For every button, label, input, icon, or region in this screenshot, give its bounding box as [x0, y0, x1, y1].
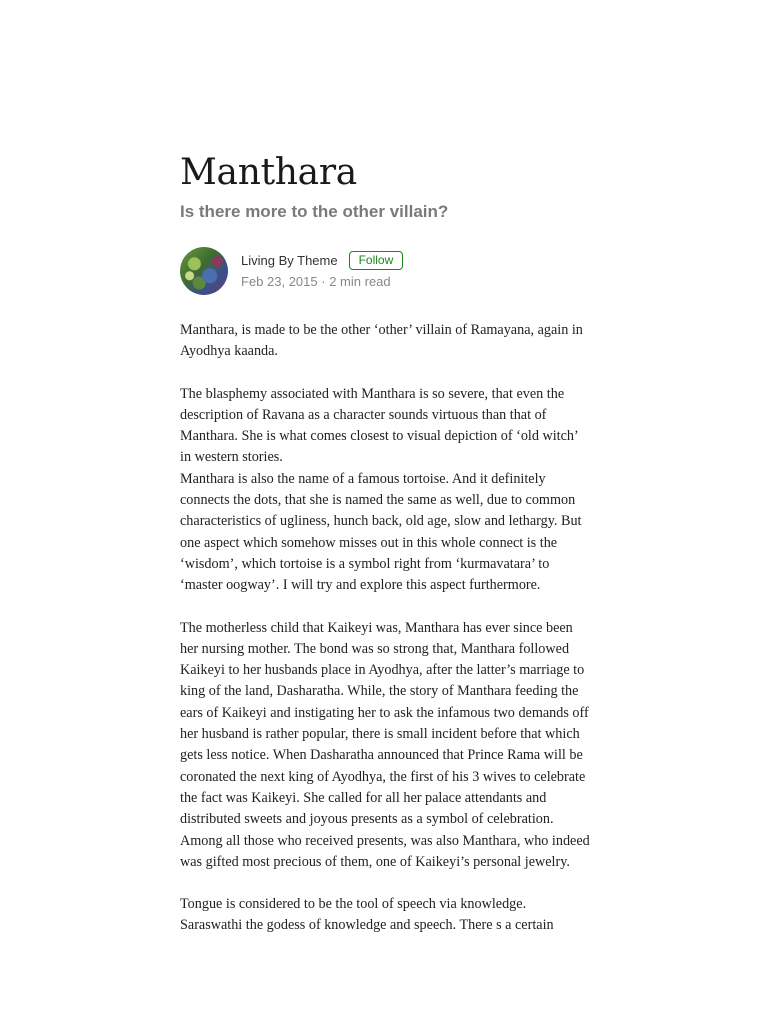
- avatar[interactable]: [180, 247, 228, 295]
- article: [180, 150, 590, 937]
- meta-separator: ·: [321, 274, 326, 289]
- article-subtitle: Is there more to the other villain?: [180, 202, 449, 221]
- paragraph: Tongue is considered to be the tool of speech via knowledge. Saraswathi the godess of knowledge and speech. There s a certain: [180, 896, 554, 934]
- author-name-link[interactable]: Living By Theme: [241, 252, 338, 268]
- paragraph: Manthara is also the name of a famous tortoise. And it definitely connects the dots, that she is named the same as well, due to common characteristics of ugliness, hunch back, old age, slow and lethargy. But one aspect which somehow misses out in this whole connect is the ‘wisdom’, which tortoise is a symbol right from ‘kurmavatara’ to ‘master oogway’. I will try and explore this aspect furthermore.: [180, 470, 582, 594]
- author-meta: [241, 249, 403, 293]
- follow-button[interactable]: Follow: [349, 251, 404, 270]
- post-meta: [241, 271, 403, 293]
- paragraph: Manthara, is made to be the other ‘other’ villain of Ramayana, again in Ayodhya kaanda.: [180, 322, 583, 360]
- paragraph: The motherless child that Kaikeyi was, Manthara has ever since been her nursing mother. The bond was so strong that, Manthara followed Kaikeyi to her husbands place in Ayodhya, after the latter’s marriage to king of the land, Dasharatha. While, the story of Manthara feeding the ears of Kaikeyi and instigating her to ask the infamous two demands off her husband is rather popular, there is small incident before that which gets less notice. When Dasharatha announced that Prince Rama will be coronated the next king of Ayodhya, the first of his 3 wives to celebrate the fact was Kaikeyi. She called for all her palace attendants and distributed sweets and joyous presents as a symbol of celebration. Among all those who received presents, was also Manthara, who indeed was gifted most precious of them, one of Kaikeyi’s personal jewelry.: [180, 619, 590, 870]
- author-line: [241, 249, 403, 271]
- article-body: [180, 320, 590, 937]
- author-block: [180, 246, 590, 296]
- paragraph: The blasphemy associated with Manthara is so severe, that even the description of Ravana as a character sounds virtuous than that of Manthara. She is what comes closest to visual depiction of ‘old witch’ in western stories.: [180, 385, 578, 466]
- read-time: 2 min read: [329, 274, 391, 289]
- article-title: Manthara: [180, 152, 357, 193]
- post-date: Feb 23, 2015: [241, 274, 318, 289]
